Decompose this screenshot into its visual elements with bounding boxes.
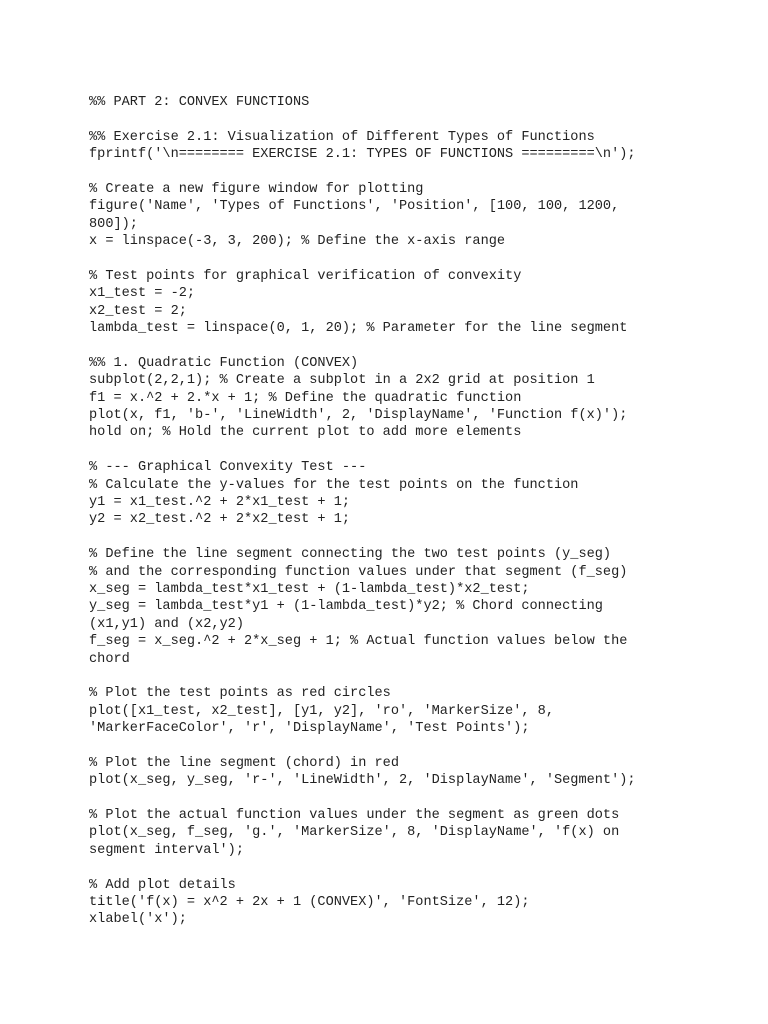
code-line: % and the corresponding function values under that segment (f_seg) [89,564,628,580]
code-line: % Plot the line segment (chord) in red [89,755,399,771]
code-line: % Test points for graphical verification of convexity [89,268,522,284]
code-line: plot(x_seg, y_seg, 'r-', 'LineWidth', 2, 'DisplayName', 'Segment'); [89,773,636,789]
code-line: figure('Name', 'Types of Functions', 'Position', [100, 100, 1200, [89,199,620,215]
code-line: % Create a new figure window for plotting [89,181,424,197]
code-line [89,442,649,459]
code-line: % Calculate the y-values for the test points on the function [89,477,579,493]
code-line: plot(x_seg, f_seg, 'g.', 'MarkerSize', 8, 'DisplayName', 'f(x) on [89,825,620,841]
code-line [89,111,649,128]
code-line [89,164,649,181]
code-line [89,251,649,268]
code-line: subplot(2,2,1); % Create a subplot in a 2x2 grid at position 1 [89,373,595,389]
code-line: %% 1. Quadratic Function (CONVEX) [89,355,359,371]
code-line: % Define the line segment connecting the two test points (y_seg) [89,547,612,563]
code-line: hold on; % Hold the current plot to add more elements [89,425,522,441]
code-line: 800]); [89,216,138,232]
code-line [89,668,649,685]
code-line: %% Exercise 2.1: Visualization of Different Types of Functions [89,129,595,145]
code-line: % Plot the test points as red circles [89,686,391,702]
code-listing [89,94,649,929]
code-line: y_seg = lambda_test*y1 + (1-lambda_test)*y2; % Chord connecting [89,599,603,615]
code-line: x2_test = 2; [89,303,187,319]
code-line: x1_test = -2; [89,286,196,302]
code-line: title('f(x) = x^2 + 2x + 1 (CONVEX)', 'FontSize', 12); [89,894,530,910]
code-line: f_seg = x_seg.^2 + 2*x_seg + 1; % Actual function values below the [89,634,628,650]
code-line [89,859,649,876]
code-line: lambda_test = linspace(0, 1, 20); % Parameter for the line segment [89,321,628,337]
code-line: x_seg = lambda_test*x1_test + (1-lambda_test)*x2_test; [89,581,530,597]
code-line: x = linspace(-3, 3, 200); % Define the x-axis range [89,234,506,250]
code-line [89,529,649,546]
code-line [89,737,649,754]
code-line [89,337,649,354]
code-line: 'MarkerFaceColor', 'r', 'DisplayName', 'Test Points'); [89,721,530,737]
code-line: plot(x, f1, 'b-', 'LineWidth', 2, 'DisplayName', 'Function f(x)'); [89,408,628,424]
code-line: %% PART 2: CONVEX FUNCTIONS [89,95,310,110]
code-line: % Plot the actual function values under the segment as green dots [89,808,620,824]
code-line: f1 = x.^2 + 2.*x + 1; % Define the quadratic function [89,390,522,406]
code-line: chord [89,651,130,667]
code-line: plot([x1_test, x2_test], [y1, y2], 'ro', 'MarkerSize', 8, [89,703,554,719]
code-line: y2 = x2_test.^2 + 2*x2_test + 1; [89,512,351,528]
code-line: % --- Graphical Convexity Test --- [89,460,367,476]
code-line: segment interval'); [89,842,244,858]
code-line: fprintf('\n======== EXERCISE 2.1: TYPES OF FUNCTIONS =========\n'); [89,147,636,163]
code-line: (x1,y1) and (x2,y2) [89,616,244,632]
code-line: y1 = x1_test.^2 + 2*x1_test + 1; [89,494,351,510]
code-line: % Add plot details [89,877,236,893]
code-line [89,790,649,807]
code-line: xlabel('x'); [89,912,187,928]
